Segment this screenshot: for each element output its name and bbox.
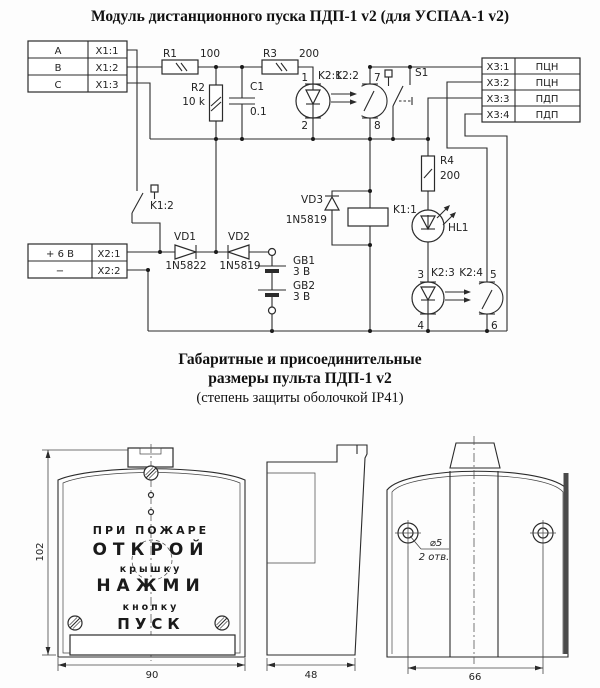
dim-width-48 bbox=[267, 658, 355, 681]
diode-vd3 bbox=[286, 194, 339, 226]
relay-coil-k11 bbox=[348, 204, 417, 226]
indicator-hole-1 bbox=[149, 493, 154, 498]
r2-value: 10 k bbox=[182, 96, 205, 108]
dim-90-label: 90 bbox=[145, 670, 159, 681]
mounting-hole-right bbox=[530, 520, 556, 546]
vd3-ref: VD3 bbox=[301, 194, 323, 206]
vd1-value: 1N5822 bbox=[165, 260, 207, 272]
gb1-ref: GB1 bbox=[293, 255, 316, 267]
led-hl1 bbox=[412, 205, 468, 242]
x3-pin-2: X3:2 bbox=[486, 78, 510, 89]
panel-line-3: крышку bbox=[119, 564, 183, 575]
panel-line-1: ПРИ ПОЖАРЕ bbox=[92, 524, 210, 537]
panel-line-6: ПУСК bbox=[117, 615, 185, 633]
schematic-circuit bbox=[0, 33, 600, 345]
vd2-ref: VD2 bbox=[228, 231, 250, 243]
x3-pin-3: X3:3 bbox=[486, 94, 510, 105]
c1-value: 0.1 bbox=[250, 106, 267, 118]
back-view bbox=[387, 436, 569, 683]
vd2-value: 1N5819 bbox=[219, 260, 261, 272]
coupling-arrows-k23-k24 bbox=[445, 289, 471, 302]
x3-pin-4: X3:4 bbox=[486, 110, 510, 121]
r3-value: 200 bbox=[299, 48, 320, 60]
s1-ref: S1 bbox=[415, 67, 429, 79]
reed-contact-k22 bbox=[335, 70, 387, 132]
screw-top bbox=[144, 466, 158, 480]
vd3-value: 1N5819 bbox=[285, 214, 327, 226]
k21-pin-top: 1 bbox=[301, 72, 308, 84]
dim-102-label: 102 bbox=[35, 542, 46, 562]
screw-bottom-left bbox=[68, 616, 82, 630]
panel-line-2: ОТКРОЙ bbox=[92, 540, 210, 560]
k23-pin-bottom: 4 bbox=[417, 320, 424, 332]
dimensions-subtitle bbox=[0, 351, 600, 408]
r4-ref: R4 bbox=[440, 155, 454, 167]
r4-value: 200 bbox=[440, 170, 461, 182]
dim-width-90 bbox=[58, 658, 245, 681]
dim-66-label: 66 bbox=[468, 672, 482, 683]
resistor-r2 bbox=[182, 82, 222, 121]
x2-pin-1: X2:1 bbox=[97, 249, 121, 260]
k12-ref: K1:2 bbox=[150, 200, 174, 212]
k24-pin-top: 5 bbox=[490, 269, 497, 281]
dim-width-66 bbox=[408, 546, 543, 683]
x1-terminal-table bbox=[28, 41, 127, 92]
panel-line-4: НАЖМИ bbox=[96, 576, 206, 596]
dim-48-label: 48 bbox=[304, 670, 318, 681]
k24-pin-bottom: 6 bbox=[491, 320, 498, 332]
relay-contact-k12 bbox=[132, 185, 174, 223]
mounting-hole-left bbox=[395, 520, 421, 546]
capacitor-c1 bbox=[229, 81, 267, 118]
front-view bbox=[35, 444, 245, 681]
k22-pin-bottom: 8 bbox=[374, 120, 381, 132]
x3-signal-3: ПДП bbox=[535, 94, 559, 105]
x3-signal-1: ПЦН bbox=[535, 62, 559, 73]
battery-gb2 bbox=[258, 273, 315, 331]
x2-terminal-table bbox=[28, 244, 127, 278]
coupling-arrows-k21-k22 bbox=[331, 91, 357, 104]
r3-ref: R3 bbox=[263, 48, 277, 60]
k23-pin-top: 3 bbox=[417, 269, 424, 281]
k24-ref: K2:4 bbox=[459, 267, 483, 279]
x1-pin-1: X1:1 bbox=[95, 46, 119, 57]
x1-signal-b: B bbox=[54, 63, 62, 74]
hole-count-label: 2 отв. bbox=[418, 552, 450, 563]
back-edge-shadow bbox=[564, 473, 569, 654]
x3-signal-2: ПЦН bbox=[535, 78, 559, 89]
r2-ref: R2 bbox=[191, 82, 205, 94]
gb1-value: 3 В bbox=[293, 266, 311, 278]
vd1-ref: VD1 bbox=[174, 231, 196, 243]
enclosure-drawings bbox=[0, 428, 600, 688]
x3-terminal-table bbox=[482, 58, 580, 122]
k23-ref: K2:3 bbox=[431, 267, 455, 279]
screw-bottom-right bbox=[215, 616, 229, 630]
pushbutton-s1 bbox=[385, 67, 428, 106]
page-title: Модуль дистанционного пуска ПДП-1 v2 (для УСПАА-1 v2) bbox=[90, 8, 510, 25]
resistor-r1 bbox=[162, 48, 220, 74]
x3-signal-4: ПДП bbox=[535, 110, 559, 121]
k11-ref: K1:1 bbox=[393, 204, 417, 216]
hl1-ref: HL1 bbox=[448, 222, 469, 234]
gb2-value: 3 В bbox=[293, 291, 311, 303]
panel-text bbox=[92, 524, 209, 633]
back-knob bbox=[450, 443, 500, 468]
gb2-ref: GB2 bbox=[293, 280, 316, 292]
c1-ref: C1 bbox=[250, 81, 265, 93]
front-bottom-strip bbox=[70, 635, 235, 655]
panel-line-5: кнопку bbox=[122, 602, 180, 613]
x1-signal-a: A bbox=[54, 46, 62, 57]
r1-ref: R1 bbox=[163, 48, 177, 60]
resistor-r4 bbox=[422, 155, 461, 191]
subtitle-line3: (степень защиты оболочкой IP41) bbox=[196, 389, 404, 406]
k21-ref: K2:1 bbox=[318, 70, 342, 82]
hole-diameter-label: ⌀5 bbox=[429, 538, 443, 549]
subtitle-line2: размеры пульта ПДП-1 v2 bbox=[208, 369, 392, 387]
x2-signal-minus: − bbox=[55, 266, 65, 277]
x1-pin-2: X1:2 bbox=[95, 63, 119, 74]
x2-pin-2: X2:2 bbox=[97, 266, 121, 277]
x1-signal-c: C bbox=[54, 80, 62, 91]
r1-value: 100 bbox=[200, 48, 221, 60]
resistor-r3 bbox=[262, 48, 319, 74]
subtitle-line1: Габаритные и присоединительные bbox=[178, 351, 422, 368]
k21-pin-bottom: 2 bbox=[301, 120, 308, 132]
side-view bbox=[267, 445, 367, 681]
x1-pin-3: X1:3 bbox=[95, 80, 119, 91]
k22-ref: K2:2 bbox=[335, 70, 359, 82]
battery-gb1 bbox=[258, 249, 315, 279]
x3-pin-1: X3:1 bbox=[486, 62, 510, 73]
k22-pin-top: 7 bbox=[374, 72, 381, 84]
indicator-hole-2 bbox=[149, 510, 154, 515]
x2-signal-plus: + 6 В bbox=[46, 249, 74, 260]
